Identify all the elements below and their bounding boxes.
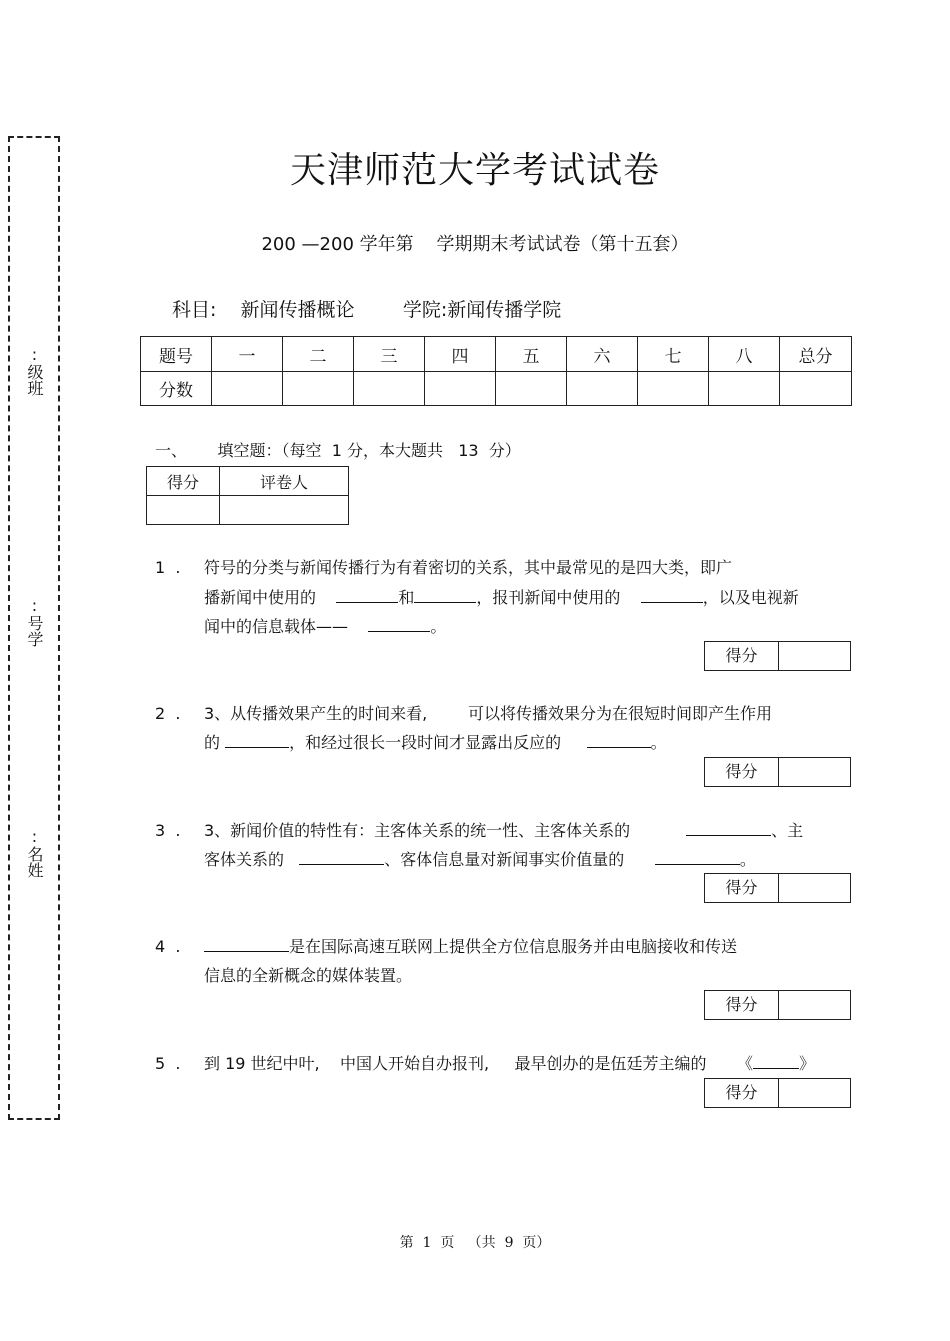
answer-blank[interactable] [204, 937, 289, 952]
question-text: 信息的全新概念的媒体装置。 [204, 966, 413, 985]
header-cell: 四 [425, 337, 496, 372]
question-text: 符号的分类与新闻传播行为有着密切的关系，其中最常见的是四大类，即广 [204, 558, 733, 577]
grader-name-header: 评卷人 [220, 467, 349, 496]
exam-title: 天津师范大学考试试卷 [289, 150, 660, 191]
text-segment: 。 [430, 617, 447, 636]
score-cell [283, 372, 354, 406]
score-cell [496, 372, 567, 406]
question-text [204, 733, 667, 753]
question-text [204, 821, 803, 841]
text-segment: 的 [204, 733, 221, 752]
score-cell [780, 372, 852, 406]
text-segment: 《 [737, 1054, 754, 1073]
score-box-field[interactable] [779, 991, 850, 1019]
score-box [704, 1078, 851, 1108]
question-number: 3 . [155, 821, 181, 840]
student-id-label: :号学 [25, 596, 44, 647]
question-text [204, 617, 446, 637]
score-box-field[interactable] [779, 642, 850, 670]
score-cell [425, 372, 496, 406]
text-segment: 、客体信息量对新闻事实价值量的 [384, 850, 625, 869]
score-box-label: 得分 [705, 991, 779, 1019]
score-box-label: 得分 [705, 874, 779, 902]
text-segment: 3、新闻价值的特性有：主客体关系的统一性、主客体关系的 [204, 821, 631, 840]
score-table [140, 336, 852, 406]
score-table-header-row [141, 337, 852, 372]
question-text: 3、从传播效果产生的时间来看, 可以将传播效果分为在很短时间即产生作用 [204, 704, 772, 723]
question-text [204, 937, 737, 957]
grader-score-cell [147, 496, 220, 525]
text-segment: 、主 [771, 821, 804, 840]
answer-blank[interactable] [753, 1054, 799, 1069]
answer-blank[interactable] [336, 588, 398, 603]
score-cell [567, 372, 638, 406]
answer-blank[interactable] [299, 850, 384, 865]
header-cell: 七 [638, 337, 709, 372]
class-label: :级班 [25, 345, 44, 396]
score-cell [212, 372, 283, 406]
grader-table [146, 466, 349, 525]
score-box-label: 得分 [705, 1079, 779, 1107]
answer-blank[interactable] [225, 733, 289, 748]
score-cell [638, 372, 709, 406]
question-number: 2 . [155, 704, 181, 723]
score-box-field[interactable] [779, 874, 850, 902]
score-box-label: 得分 [705, 758, 779, 786]
section-heading: 一、 填空题：（每空 1 分，本大题共 13 分） [155, 441, 521, 460]
text-segment: 。 [650, 733, 667, 752]
score-box [704, 641, 851, 671]
text-segment: 。 [739, 850, 756, 869]
score-box [704, 757, 851, 787]
answer-blank[interactable] [587, 733, 651, 748]
name-label: :名姓 [25, 827, 44, 878]
text-segment: 到 19 世纪中叶, 中国人开始自办报刊, 最早创办的是伍廷芳主编的 [204, 1054, 707, 1073]
answer-blank[interactable] [686, 821, 771, 836]
question-text [204, 850, 756, 870]
answer-blank[interactable] [641, 588, 703, 603]
text-segment: 》 [799, 1054, 816, 1073]
header-cell: 二 [283, 337, 354, 372]
header-cell: 三 [354, 337, 425, 372]
question-number: 4 . [155, 937, 181, 956]
page-footer: 第 1 页 （共 9 页） [399, 1235, 551, 1251]
question-number: 5 . [155, 1054, 181, 1073]
question-number: 1 . [155, 558, 181, 577]
question-text [204, 1054, 815, 1074]
text-segment: 和 [398, 588, 415, 607]
header-cell: 六 [567, 337, 638, 372]
row-label: 分数 [141, 372, 212, 406]
question-text [204, 588, 799, 608]
text-segment: 闻中的信息载体—— [204, 617, 349, 636]
header-cell: 总分 [780, 337, 852, 372]
text-segment: 客体关系的 [204, 850, 285, 869]
score-box-field[interactable] [779, 758, 850, 786]
score-table-score-row [141, 372, 852, 406]
text-segment: 是在国际高速互联网上提供全方位信息服务并由电脑接收和传送 [289, 937, 738, 956]
header-cell: 题号 [141, 337, 212, 372]
score-box [704, 990, 851, 1020]
score-box-field[interactable] [779, 1079, 850, 1107]
header-cell: 五 [496, 337, 567, 372]
answer-blank[interactable] [368, 617, 430, 632]
answer-blank[interactable] [414, 588, 476, 603]
score-cell [709, 372, 780, 406]
header-cell: 一 [212, 337, 283, 372]
header-cell: 八 [709, 337, 780, 372]
grader-name-cell [220, 496, 349, 525]
score-cell [354, 372, 425, 406]
text-segment: 播新闻中使用的 [204, 588, 317, 607]
subject-line: 科目: 新闻传播概论 学院:新闻传播学院 [172, 299, 562, 321]
answer-blank[interactable] [655, 850, 740, 865]
text-segment: ，以及电视新 [702, 588, 799, 607]
grader-score-header: 得分 [147, 467, 220, 496]
score-box-label: 得分 [705, 642, 779, 670]
text-segment: ，报刊新闻中使用的 [476, 588, 621, 607]
text-segment: ，和经过很长一段时间才显露出反应的 [289, 733, 562, 752]
exam-subtitle: 200 —200 学年第 学期期末考试试卷（第十五套） [261, 234, 689, 255]
score-box [704, 873, 851, 903]
